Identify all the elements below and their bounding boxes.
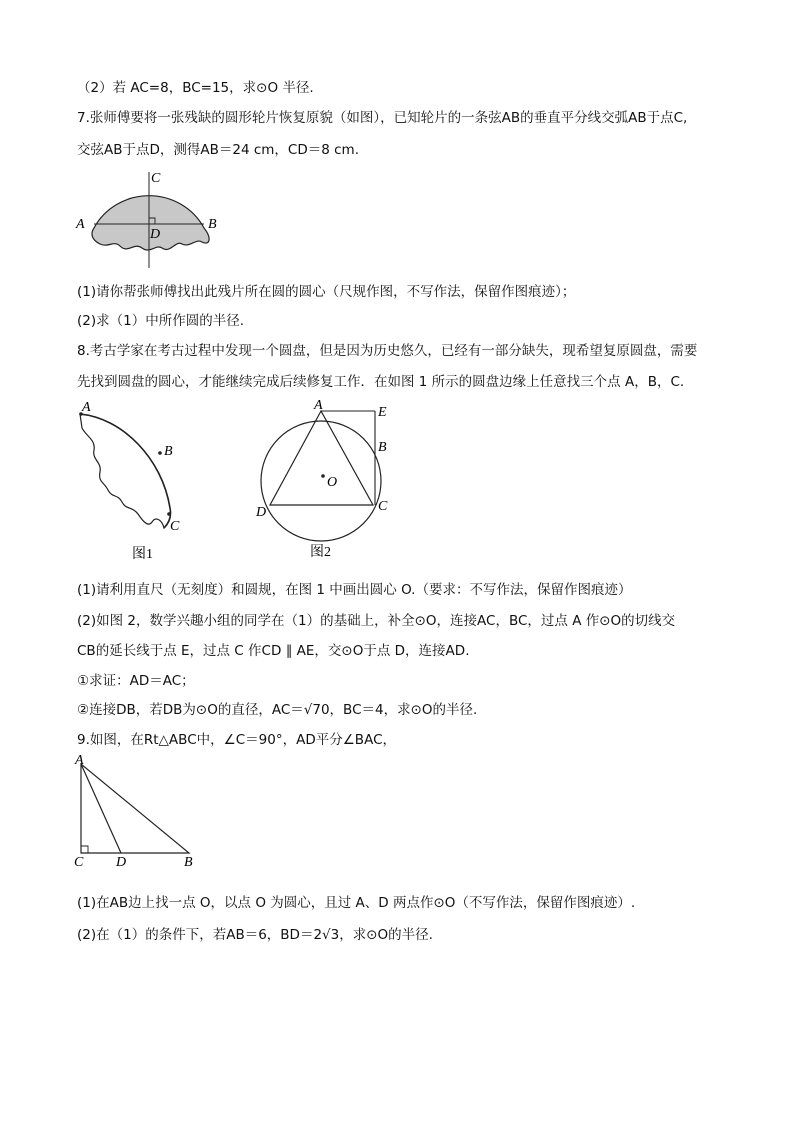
q8-part2-line1: (2)如图 2，数学兴趣小组的同学在（1）的基础上，补全⊙O，连接AC，BC，过点 A 作⊙O的切线交 [77,613,676,629]
label-o: O [327,475,338,490]
point-b [158,451,162,455]
center-o [321,474,325,478]
label-a: A [82,400,91,415]
circle-o [261,421,381,541]
q8-part2-sub1: ①求证：AD＝AC； [77,673,195,689]
label-a: A [314,398,323,413]
q8-stem-line2: 先找到圆盘的圆心，才能继续完成后续修复工作．在如图 1 所示的圆盘边缘上任意找三个点 A，B，C. [77,374,685,390]
label-c: C [170,519,180,534]
label-c: C [74,855,84,870]
triangle-abc [81,764,189,853]
q6-part2: （2）若 AC=8，BC=15，求⊙O 半径. [77,80,314,96]
figure-8-1-disc-fragment [72,398,192,562]
label-b: B [184,855,193,870]
label-a: A [75,754,84,768]
label-c: C [378,499,388,514]
q7-part2: (2)求（1）中所作圆的半径. [77,313,245,329]
figure-8-2-circle [250,398,400,562]
q7-stem-line1: 7.张师傅要将一张残缺的圆形轮片恢复原貌（如图），已知轮片的一条弦AB的垂直平分线交弧AB于点C, [77,110,688,126]
q7-stem-line2: 交弦AB于点D，测得AB＝24 cm，CD＝8 cm. [77,142,359,158]
label-e: E [378,405,387,420]
label-a: A [76,217,85,232]
label-b: B [208,217,217,232]
figure-9-right-triangle [72,754,202,870]
triangle-acd [270,411,373,505]
label-d: D [256,505,267,520]
q9-part1: (1)在AB边上找一点 O，以点 O 为圆心，且过 A、D 两点作⊙O（不写作法，保留作图痕迹）. [77,895,636,911]
caption: 图1 [132,547,153,562]
caption: 图2 [310,545,331,560]
bisector-ad [81,764,121,853]
q8-part2-line2: CB的延长线于点 E，过点 C 作CD ∥ AE，交⊙O于点 D，连接AD. [77,643,470,659]
point-c [167,512,171,516]
q8-part2-sub2: ②连接DB，若DB为⊙O的直径，AC＝√70，BC＝4，求⊙O的半径. [77,702,478,718]
figure-7-wheel-fragment [72,168,232,270]
right-angle-mark [81,846,88,853]
label-d: D [150,227,161,242]
q8-stem-line1: 8.考古学家在考古过程中发现一个圆盘，但是因为历史悠久，已经有一部分缺失，现希望复原圆盘，需要 [77,343,698,359]
q9-part2: (2)在（1）的条件下，若AB＝6，BD＝2√3，求⊙O的半径. [77,927,433,943]
label-b: B [164,444,173,459]
label-b: B [378,440,387,455]
q9-stem: 9.如图，在Rt△ABC中，∠C＝90°，AD平分∠BAC， [77,732,396,748]
q7-part1: (1)请你帮张师傅找出此残片所在圆的圆心（尺规作图，不写作法，保留作图痕迹）； [77,284,576,300]
label-d: D [116,855,127,870]
q8-part1: (1)请利用直尺（无刻度）和圆规，在图 1 中画出圆心 O.（要求：不写作法，保留作图痕迹） [77,582,632,598]
label-c: C [151,171,161,186]
